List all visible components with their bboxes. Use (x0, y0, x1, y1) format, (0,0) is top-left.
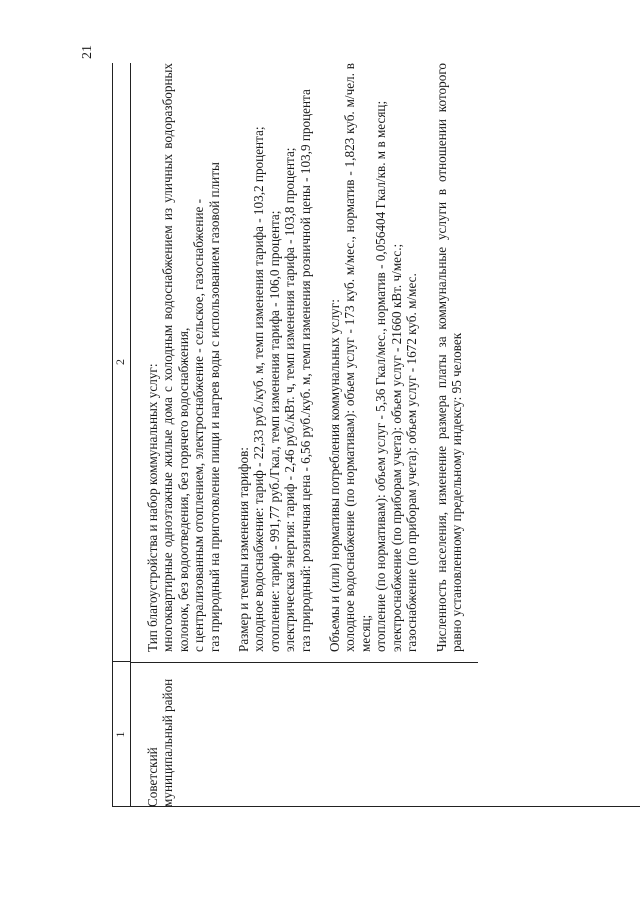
text-line: холодное водоснабжение: тариф - 22,33 руб./куб. м, темп изменения тарифа - 103,2 процента; (251, 126, 267, 652)
block-volumes (327, 63, 419, 652)
text-line: холодное водоснабжение (по нормативам): объем услуг - 173 куб. м/мес., норматив - 1,823 куб. м/чел. в месяц; (342, 63, 373, 652)
text-line: Размер и темпы изменения тарифов: (236, 447, 252, 652)
page-number: 21 (80, 45, 95, 59)
column-header-2: 2 (113, 359, 127, 365)
block-utilities (145, 63, 222, 652)
text-line: газ природный на приготовление пищи и нагрев воды с использованием газовой плиты (206, 162, 222, 652)
table-header-row (112, 63, 131, 807)
block-population (434, 63, 465, 652)
tariff-table (112, 63, 478, 807)
text-line: многоквартирные одноэтажные жилые дома с холодным водоснабжением из уличных водоразборных колонок, без водоотведения, без горячего водоснабжения, (160, 63, 191, 652)
table-left-border (112, 806, 640, 807)
block-tariffs (236, 63, 313, 652)
column-header-1: 1 (113, 661, 130, 807)
text-line: Численность населения, изменение размера платы за коммунальные услуги в отношении которого равно установленному предельному индексу: 95 человек (433, 63, 464, 652)
text-line: Объемы и (или) нормативы потребления коммунальных услуг: (327, 299, 343, 652)
text-line: Тип благоустройства и набор коммунальных услуг: (145, 363, 160, 652)
table-row (131, 63, 478, 807)
district-name: Советский муниципальный район (131, 662, 478, 807)
text-line: отопление: тариф - 991,77 руб./Гкал, темп изменения тарифа - 106,0 процента; (266, 210, 282, 652)
text-line: электрическая энергия: тариф - 2,46 руб./кВт. ч, темп изменения тарифа - 103,8 процента; (282, 147, 298, 652)
text-line: газ природный: розничная цена - 6,56 руб./куб. м, темп изменения розничной цены - 103,9 процента (297, 89, 313, 652)
text-line: газоснабжение (по приборам учета): объем услуг - 1672 куб. м/мес. (404, 273, 420, 652)
text-line: электроснабжение (по приборам учета): объем услуг - 21660 кВт. ч/мес.; (388, 243, 404, 652)
text-line: отопление (по нормативам): объем услуг - 5,36 Гкал/мес., норматив - 0,056404 Гкал/кв. м в месяц; (373, 100, 389, 652)
description-cell (131, 63, 478, 662)
text-line: с централизованным отоплением, электроснабжение - сельское, газоснабжение - (191, 198, 207, 652)
